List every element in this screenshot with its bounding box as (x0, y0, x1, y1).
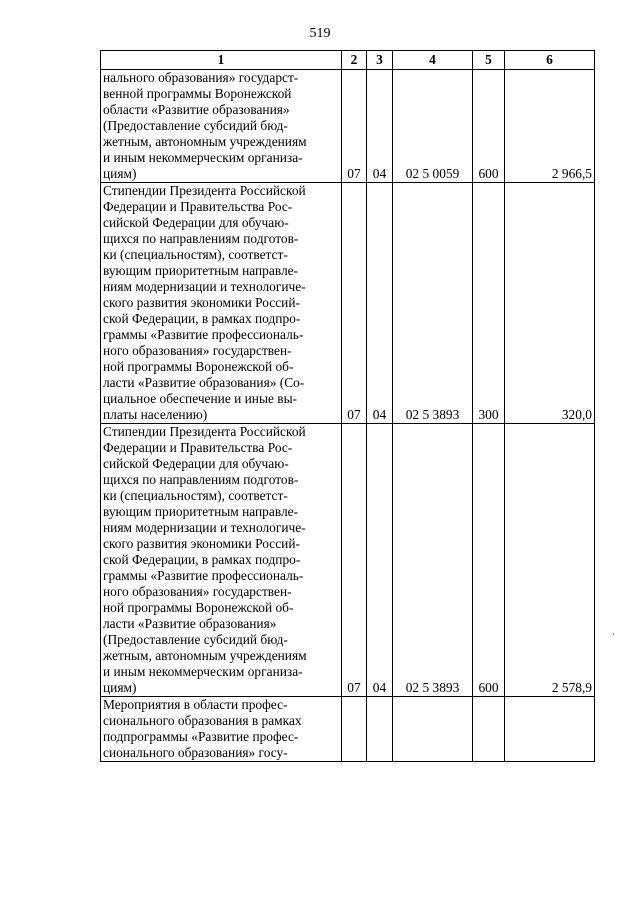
row-description (101, 70, 342, 183)
description-line: граммы «Развитие профессиональ- (103, 568, 304, 583)
description-line: области «Развитие образования» (103, 102, 290, 117)
row-description (101, 424, 342, 697)
amount: 320,0 (505, 183, 595, 424)
expense-type-code: 600 (473, 70, 505, 183)
header-col-3: 3 (367, 51, 393, 70)
header-col-4: 4 (393, 51, 473, 70)
description-line: (Предоставление субсидий бюд- (103, 632, 288, 647)
target-article-code: 02 5 0059 (393, 70, 473, 183)
budget-table (100, 50, 595, 762)
description-line: ской Федерации, в рамках подпро- (103, 552, 301, 567)
expense-type-code: 600 (473, 424, 505, 697)
description-line: (Предоставление субсидий бюд- (103, 118, 288, 133)
description-line: ной программы Воронежской об- (103, 600, 294, 615)
edge-mark: , (612, 626, 615, 637)
description-line: платы населению) (103, 407, 208, 422)
description-line: ного образования» государствен- (103, 584, 292, 599)
row-description (101, 183, 342, 424)
description-line: щихся по направлениям подготов- (103, 472, 299, 487)
header-col-5: 5 (473, 51, 505, 70)
amount: 2 966,5 (505, 70, 595, 183)
target-article-code: 02 5 3893 (393, 424, 473, 697)
amount: 2 578,9 (505, 424, 595, 697)
description-line: ного образования» государствен- (103, 343, 292, 358)
page-number: 519 (309, 26, 331, 41)
subsection-code: 04 (367, 70, 393, 183)
description-line: ниям модернизации и технологиче- (103, 279, 306, 294)
description-line: вующим приоритетным направле- (103, 504, 299, 519)
section-code: 07 (342, 70, 367, 183)
section-code: 07 (342, 183, 367, 424)
expense-type-code: 300 (473, 183, 505, 424)
description-line: ласти «Развитие образования» (Со- (103, 375, 305, 390)
subsection-code: 04 (367, 183, 393, 424)
expense-type-code (473, 697, 505, 762)
target-article-code (393, 697, 473, 762)
section-code: 07 (342, 424, 367, 697)
table-row (101, 424, 595, 697)
description-line: циям) (103, 166, 137, 181)
target-article-code: 02 5 3893 (393, 183, 473, 424)
description-line: ки (специальностям), соответст- (103, 488, 288, 503)
description-line: вующим приоритетным направле- (103, 263, 299, 278)
description-line: сийской Федерации для обучаю- (103, 456, 289, 471)
description-line: граммы «Развитие профессиональ- (103, 327, 304, 342)
description-line: венной программы Воронежской (103, 86, 292, 101)
description-line: жетным, автономным учреждениям (103, 134, 307, 149)
description-line: нального образования» государст- (103, 70, 299, 85)
description-line: сионального образования в рамках (103, 713, 302, 728)
description-line: щихся по направлениям подготов- (103, 231, 299, 246)
section-code (342, 697, 367, 762)
description-line: сионального образования» госу- (103, 745, 288, 760)
description-line: циальное обеспечение и иные вы- (103, 391, 298, 406)
description-line: и иным некоммерческим организа- (103, 664, 303, 679)
description-line: жетным, автономным учреждениям (103, 648, 307, 663)
description-line: Федерации и Правительства Рос- (103, 199, 293, 214)
description-line: подпрограммы «Развитие профес- (103, 729, 299, 744)
description-line: ласти «Развитие образования» (103, 616, 277, 631)
header-col-2: 2 (342, 51, 367, 70)
header-col-6: 6 (505, 51, 595, 70)
description-line: ки (специальностям), соответст- (103, 247, 288, 262)
row-description (101, 697, 342, 762)
header-row (101, 51, 595, 70)
description-line: Мероприятия в области профес- (103, 697, 288, 712)
amount (505, 697, 595, 762)
subsection-code (367, 697, 393, 762)
description-line: сийской Федерации для обучаю- (103, 215, 289, 230)
description-line: ниям модернизации и технологиче- (103, 520, 306, 535)
table-row (101, 70, 595, 183)
table-row (101, 183, 595, 424)
description-line: и иным некоммерческим организа- (103, 150, 303, 165)
table-row (101, 697, 595, 762)
header-col-1: 1 (101, 51, 342, 70)
description-line: ной программы Воронежской об- (103, 359, 294, 374)
description-line: циям) (103, 680, 137, 695)
description-line: ского развития экономики Россий- (103, 295, 300, 310)
description-line: Федерации и Правительства Рос- (103, 440, 293, 455)
description-line: ской Федерации, в рамках подпро- (103, 311, 301, 326)
description-line: Стипендии Президента Российской (103, 183, 306, 198)
description-line: Стипендии Президента Российской (103, 424, 306, 439)
description-line: ского развития экономики Россий- (103, 536, 300, 551)
subsection-code: 04 (367, 424, 393, 697)
